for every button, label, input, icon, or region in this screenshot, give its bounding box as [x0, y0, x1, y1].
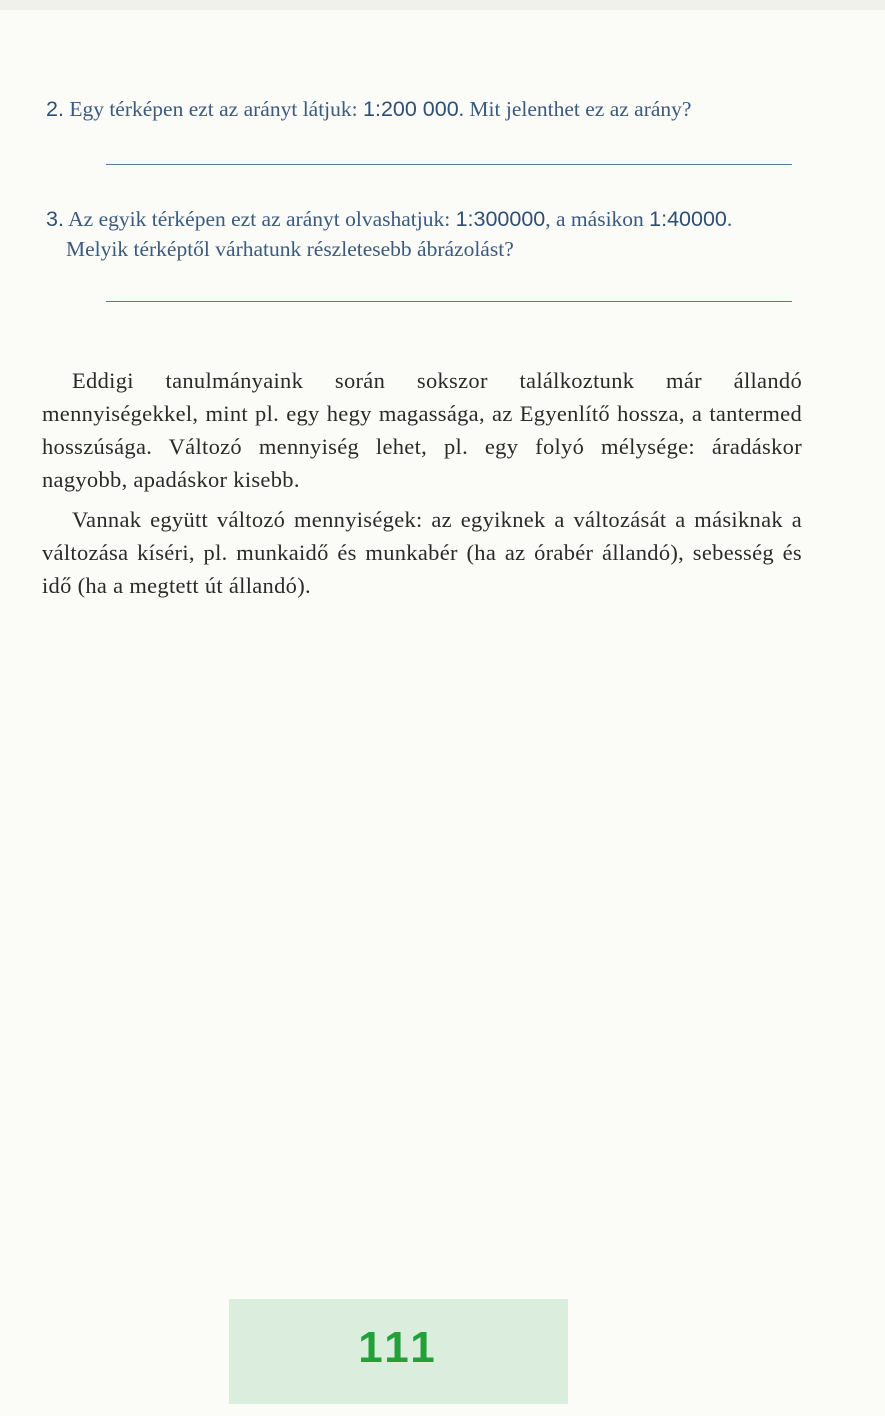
answer-line-2 — [106, 164, 792, 165]
question-2-ratio: 1:200 000 — [363, 97, 459, 121]
paragraph-2: Vannak együtt változó mennyiségek: az egyiknek a változását a másiknak a változása kíséri, pl. munkaidő és munkabér (ha az órabér állandó), sebesség és idő (ha a megtett út állandó). — [42, 507, 802, 598]
question-2-text-start: Egy térképen ezt az arányt látjuk: — [69, 97, 364, 121]
question-3-ratio-1: 1:300000 — [455, 207, 546, 231]
question-3 — [46, 204, 732, 264]
question-3-text-middle: , a másikon — [545, 207, 650, 231]
answer-line-3 — [106, 301, 792, 302]
paragraph-1: Eddigi tanulmányaink során sokszor találkoztunk már állandó mennyiségekkel, mint pl. egy hegy magassága, az Egyenlítő hossza, a tantermed hosszúsága. Változó mennyiség lehet, pl. egy folyó mélysége: áradáskor nagyobb, apadáskor kisebb. — [42, 368, 802, 492]
page-number-box — [229, 1299, 568, 1404]
question-2-text-end: . Mit jelenthet ez az arány? — [458, 97, 692, 121]
question-3-text-start: Az egyik térképen ezt az arányt olvashatjuk: — [68, 207, 456, 231]
question-2-number: 2. — [46, 97, 64, 121]
question-3-text-end: . — [726, 207, 733, 231]
question-3-line-2: Melyik térképtől várhatunk részletesebb ábrázolást? — [66, 237, 514, 261]
page-top-edge — [0, 0, 885, 10]
page-number: 111 — [358, 1323, 439, 1372]
question-3-number: 3. — [46, 207, 64, 231]
question-2 — [46, 94, 691, 124]
question-3-ratio-2: 1:40000 — [649, 207, 727, 231]
